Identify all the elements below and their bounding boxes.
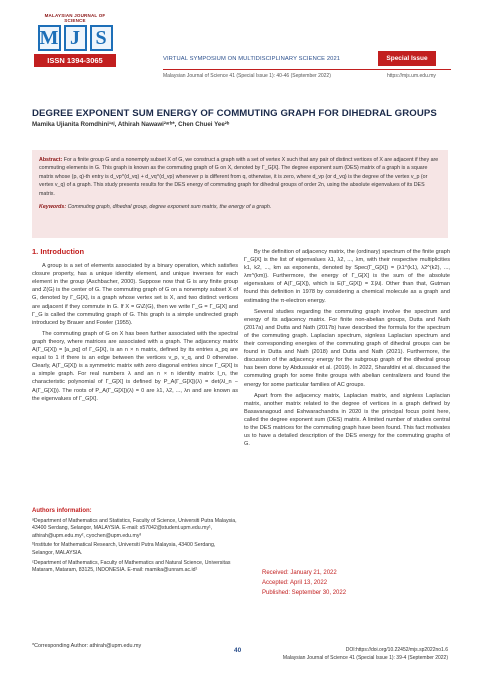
logo-letter-m: M <box>38 25 61 51</box>
received-date: Received: January 21, 2022 <box>262 570 337 576</box>
doi-link[interactable]: DOI:https://doi.org/10.22452/mjs.sp2022no1.6 <box>345 647 448 653</box>
intro-paragraph: The commuting graph of G on X has been further associated with the spectral graph theory, where matrices are associated with a graph. The adjacency matrix A(Γ_G[X]) = [a_pq] of Γ_G[X], is an n × n matrix, defined by its entries a_pq are equal to 1 if there is an edge between the vertices v_p, v_q, and 0 otherwise. Clearly, A(Γ_G[X]) is a symmetric matrix with zero diagonal entries since Γ_G[X] is a simple graph. For real numbers λ and an n × n identity matrix I_n, the characteristic polynomial of Γ_G[X] is defined by P_A(Γ_G[X])(λ) = det(λI_n − A(Γ_G[X])). The roots of P_A(Γ_G[X])(λ) = 0 are λ1, λ2, ..., λn and are known as the eigenvalues of Γ_G[X]. <box>32 330 238 402</box>
paper-authors: Mamika Ujianita Romdhini¹ᵃʲ, Athirah Nawawi²ᵃʳᵇ*, Chen Chuei Yee²ᵇ <box>32 121 230 128</box>
special-issue-badge: Special Issue <box>378 51 436 66</box>
intro-paragraph: By the definition of adjacency matrix, the (ordinary) spectrum of the finite graph Γ_G[X] is the list of eigenvalues λ1, λ2, ..., λm, with their respective multiplicities k1, k2, ..., km as exponents, denoted by Spec(Γ_G[X]) = {λ1^(k1), λ2^(k2), ..., λm^(km)}. Furthermore, the energy of Γ_G[X] is the sum of the absolute eigenvalues of A(Γ_G[X]), which is E(Γ_G[X]) = Σ|λi|. Other than that, Gutman found this definition in 1978 by considering a chemical molecule as a graph and estimating the π-electron energy. <box>244 249 450 304</box>
journal-header <box>0 0 480 94</box>
keywords <box>39 203 441 211</box>
accepted-date: Accepted: April 13, 2022 <box>262 580 328 586</box>
intro-paragraph: A group is a set of elements associated by a binary operation, which satisfies closure property, has a unique identity element, and unique inverses for each element in the group (Aschbacher, 2000). Suppose now that G is any finite group and Z(G) is the center of G. The commuting graph of G on a nonempty subset X of G, denoted by Γ_G[X], is a graph whose vertex set is X, and two distinct vertices are adjacent if they commute in G. If X = G\Z(G), then we write Γ_G = Γ_G[X] and Γ_G is called the commuting graph of G. This graph is a simple undirected graph introduced by Brauer and Fowler (1955). <box>32 263 238 326</box>
section-heading-introduction: 1. Introduction <box>32 247 85 256</box>
left-column <box>32 248 238 406</box>
affiliation-entry: ᵇInstitute for Mathematical Research, Universiti Putra Malaysia, 43400 Serdang, Selangor, MALAYSIA. <box>32 542 216 556</box>
journal-logo <box>34 13 116 83</box>
logo-letters <box>34 25 116 51</box>
intro-paragraph: Several studies regarding the commuting graph involve the spectrum and energy of its adjacency matrix. For finite non-abelian groups, Dutta and Nath (2017a) and Dutta and Nath (2017b) have described the formula for the spectrum of the commuting graph. Laplacian spectrum, signless Laplacian spectrum and their corresponding energies of the commuting graph of dihedral groups can be found in Dutta and Nath (2018) and Dutta and Nath (2021). Furthermore, the discussion of the adjacency energy for the subgroup graph of the dihedral group has been done by Abdussakir et al. (2019). In 2022, Sharafdini et al. discussed the commuting graph for some finite groups with abelian centralizers and found the energy for some particular families of AC groups. <box>244 308 450 388</box>
journal-url-link[interactable]: https://mjs.um.edu.my <box>387 73 436 79</box>
keywords-text: Commuting graph, dihedral group, degree exponent sum matrix, the energy of a graph. <box>67 204 272 211</box>
affiliation-entry: ᵃDepartment of Mathematics and Statistics, Faculty of Science, Universiti Putra Malaysia, 43400 Serdang, Selangor, MALAYSIA. E-mail: s57042@student.upm.edu.my¹, athirah@upm.edu.my², cyochen@upm.edu.my³ <box>32 517 237 539</box>
publication-dates <box>262 568 346 598</box>
affiliation-entry: ᶜDepartment of Mathematics, Faculty of Mathematics and Natural Science, Universitas Mataram, Mataram, 83125, INDONESIA. E-mail: mamika@unram.ac.id¹ <box>32 559 231 574</box>
right-column <box>244 248 450 451</box>
keywords-label: Keywords: <box>39 204 67 211</box>
intro-paragraph: Apart from the adjacency matrix, Laplacian matrix, and signless Laplacian matrix, another matrix related to the degree of vertices in a graph defined by Basavanagoud and Eshwarachandra in 2020 is the principal focus point here, called the degree exponent sum (DES) matrix. A limited number of studies central to the DES matrices for the commuting graph have been found. This fact motivates us to have a detailed description of the DES energy for the commuting graphs of G. <box>244 392 450 448</box>
published-date: Published: September 30, 2022 <box>262 590 347 596</box>
corresponding-author: *Corresponding Author: athirah@upm.edu.my <box>32 643 142 649</box>
issn-label: ISSN 1394-3065 <box>34 54 116 67</box>
abstract-label: Abstract: <box>39 157 63 163</box>
conference-name: VIRTUAL SYMPOSIUM ON MULTIDISCIPLINARY SCIENCE 2021 <box>163 56 341 62</box>
author-info-heading: Authors information: <box>32 508 92 514</box>
header-citation: Malaysian Journal of Science 41 (Special Issue 1): 40-46 (September 2022) <box>163 73 331 79</box>
author-information <box>32 508 238 577</box>
footer-citation: Malaysian Journal of Science 41 (Special Issue 1): 39-4 (September 2022) <box>282 655 448 661</box>
abstract-box <box>32 150 448 238</box>
paper-title: DEGREE EXPONENT SUM ENERGY OF COMMUTING GRAPH FOR DIHEDRAL GROUPS <box>32 108 437 119</box>
page-number: 40 <box>234 647 242 654</box>
header-divider <box>163 69 451 70</box>
logo-letter-j: J <box>64 25 87 51</box>
abstract-text: For a finite group G and a nonempty subset X of G, we construct a graph with a set of vertex X such that any pair of distinct vertices of X are adjacent if they are commuting elements in G. This graph is known as the commuting graph of G on X, denoted by Γ_G[X]. The degree exponent sum (DES) matrix of a graph is a square matrix whose (p, q)-th entry is d_vp^(d_vq) + d_vq^(d_vp) whenever p is different from q, otherwise, it is zero, where d_vp (or d_vq) is the degree of the vertex v_p (or vertex v_q) of a graph. This study presents results for the DES energy of commuting graph for dihedral groups of order 2n, using the absolute eigenvalues of its DES matrix. <box>39 157 439 197</box>
logo-letter-s: S <box>90 25 113 51</box>
logo-top-text: MALAYSIAN JOURNAL OF SCIENCE <box>44 13 106 23</box>
